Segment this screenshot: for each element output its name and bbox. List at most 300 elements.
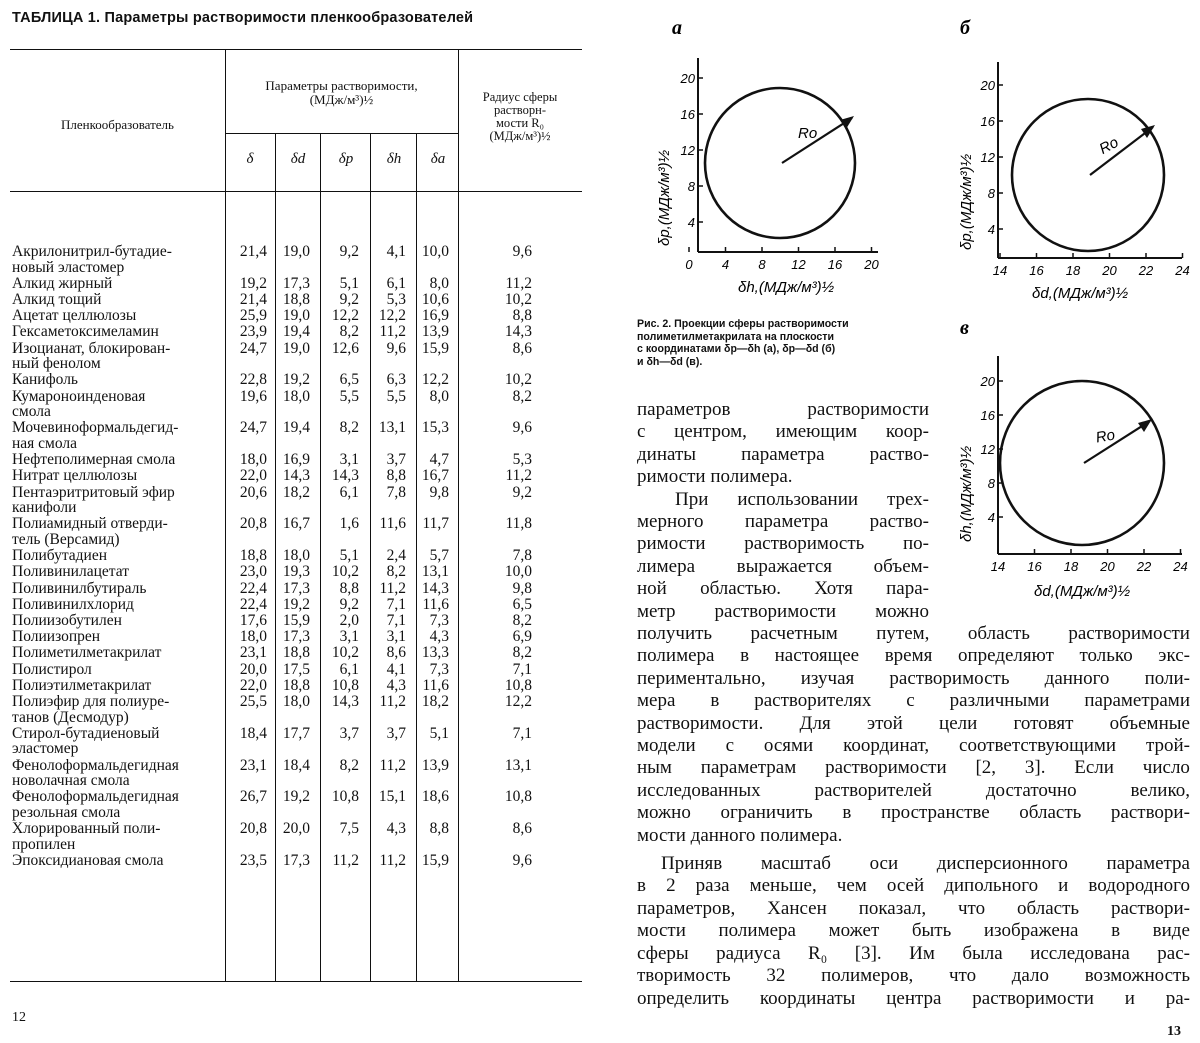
- chart-c-panel-label: в: [960, 317, 969, 339]
- row-value: 3,7: [386, 451, 406, 469]
- row-value: 4,1: [386, 243, 406, 260]
- row-name-line: резольная смола: [12, 803, 121, 821]
- row-polymer-name: [12, 789, 217, 820]
- header-delta-h: δh: [386, 151, 402, 167]
- row-value: 13,9: [421, 323, 449, 341]
- row-name-line: пропилен: [12, 835, 76, 853]
- row-name-line: Изоцианат, блокирован-: [12, 339, 171, 357]
- text-line: сферы радиуса R₀ [3]. Им была исследована рас-: [637, 942, 1190, 964]
- chart-c-radius-label: Ro: [1094, 426, 1117, 447]
- row-value: 10,8: [504, 788, 532, 806]
- row-value: 19,0: [282, 307, 310, 325]
- solubility-table: [10, 49, 582, 982]
- row-polymer-name: [12, 853, 217, 869]
- row-value: 23,5: [239, 852, 267, 869]
- row-value: 19,2: [282, 788, 310, 806]
- row-value: 19,2: [239, 274, 267, 292]
- row-value: 8,0: [429, 274, 449, 292]
- row-value: 6,1: [386, 274, 406, 292]
- row-value: 18,0: [282, 693, 310, 710]
- row-value: 25,9: [239, 307, 267, 325]
- row-value: 17,7: [282, 724, 310, 742]
- page-number-right: 13: [1167, 1024, 1181, 1039]
- row-value: 19,0: [282, 243, 310, 260]
- header-radius-line: мости R₀: [496, 116, 544, 130]
- row-value: 6,9: [512, 628, 532, 646]
- row-value: 5,3: [386, 291, 406, 308]
- row-value: 8,8: [429, 820, 449, 838]
- chart-b-solubility-circle: [1012, 99, 1164, 251]
- row-value: 19,2: [282, 371, 310, 389]
- row-value: 7,3: [429, 660, 449, 678]
- row-value: 7,1: [512, 724, 532, 742]
- row-polymer-name: [12, 516, 217, 547]
- row-polymer-name: [12, 292, 217, 308]
- row-value: 8,6: [386, 644, 406, 662]
- row-value: 10,2: [504, 291, 532, 308]
- row-value: 23,1: [239, 644, 267, 662]
- x-tick-label: 20: [1102, 263, 1117, 278]
- text-line: ным параметрам растворимости [2, 3]. Если число: [637, 757, 1190, 779]
- row-value: 18,0: [239, 628, 267, 646]
- row-value: 13,1: [504, 756, 532, 774]
- chart-a-x-label: δh,(МДж/м³)½: [738, 279, 835, 296]
- row-value: 11,6: [422, 676, 449, 694]
- x-tick-label: 16: [1027, 559, 1042, 574]
- chart-b-y-label: δp,(МДж/м³)½: [958, 153, 975, 250]
- x-tick-label: 22: [1138, 263, 1154, 278]
- row-value: 19,6: [239, 387, 267, 405]
- row-value: 6,1: [339, 483, 359, 501]
- row-value: 6,1: [339, 660, 359, 678]
- row-polymer-name: [12, 389, 217, 420]
- caption-line: Рис. 2. Проекции сферы растворимости: [637, 318, 849, 330]
- row-value: 18,2: [421, 693, 449, 710]
- text-line: динаты параметра раство-: [637, 443, 929, 465]
- row-value: 5,5: [386, 387, 406, 405]
- row-value: 10,6: [421, 291, 449, 308]
- header-film-former: Пленкообразователь: [61, 117, 174, 132]
- text-line: в 2 раза меньше, чем осей дипольного и водородного: [637, 875, 1190, 897]
- row-value: 14,3: [331, 693, 359, 710]
- row-name-line: ная смола: [12, 434, 78, 452]
- row-value: 11,2: [332, 852, 359, 869]
- row-value: 12,2: [331, 307, 359, 325]
- row-name-line: эластомер: [12, 740, 79, 758]
- row-name-line: Мочевиноформальдегид-: [12, 419, 179, 437]
- row-value: 8,6: [512, 339, 532, 357]
- row-value: 19,4: [282, 419, 310, 437]
- row-value: 19,2: [282, 595, 310, 613]
- text-line: получить расчетным путем, область растворимости: [637, 623, 1190, 644]
- row-name-line: смола: [12, 403, 51, 421]
- row-value: 18,8: [282, 676, 310, 694]
- row-name-line: Хлорированный поли-: [12, 820, 161, 838]
- text-line: мости данного полимера.: [637, 824, 843, 846]
- row-value: 9,2: [512, 483, 532, 501]
- row-name-line: Нитрат целлюлозы: [12, 467, 138, 485]
- row-polymer-name: [12, 244, 217, 275]
- row-value: 19,4: [282, 323, 310, 341]
- row-value: 5,1: [429, 724, 449, 742]
- row-name-line: Поливинилхлорид: [12, 595, 134, 613]
- row-value: 8,2: [339, 323, 359, 341]
- row-value: 19,0: [282, 339, 310, 357]
- row-name-line: Акрилонитрил-бутадие-: [12, 243, 172, 260]
- page-number-left: 12: [12, 1010, 26, 1025]
- row-polymer-name: [12, 372, 217, 388]
- row-value: 16,9: [421, 307, 449, 325]
- row-value: 14,3: [331, 467, 359, 485]
- body-text-wide: [637, 623, 1190, 1010]
- text-line: мерного параметра раство-: [637, 511, 929, 533]
- row-value: 18,0: [239, 451, 267, 469]
- row-value: 4,3: [429, 628, 449, 646]
- row-name-line: Полиэтилметакрилат: [12, 676, 152, 694]
- row-value: 16,7: [282, 515, 310, 533]
- row-value: 10,8: [331, 676, 359, 694]
- row-value: 9,6: [386, 339, 406, 357]
- row-value: 13,9: [421, 756, 449, 774]
- header-radius-line: (МДж/м³)½: [489, 129, 551, 143]
- row-value: 5,5: [339, 387, 359, 405]
- row-value: 18,8: [282, 644, 310, 662]
- text-line: периментально, изучая растворимость данного поли-: [637, 667, 1190, 689]
- y-tick-label: 16: [980, 408, 995, 423]
- text-line: параметров растворимости: [637, 399, 929, 420]
- col-divider: [225, 49, 226, 981]
- chart-c-svg: [950, 318, 1200, 618]
- text-line: полимера в настоящее время определяют только экс-: [637, 645, 1190, 667]
- y-tick-label: 16: [980, 114, 995, 129]
- row-value: 20,6: [239, 483, 267, 501]
- row-polymer-name: [12, 564, 217, 580]
- row-polymer-name: [12, 613, 217, 629]
- row-value: 14,3: [421, 579, 449, 597]
- x-tick-label: 8: [758, 257, 766, 272]
- header-radius-line: растворн-: [494, 103, 546, 117]
- row-value: 2,4: [386, 547, 406, 565]
- caption-line: и δh—δd (в).: [637, 355, 703, 368]
- y-tick-label: 4: [987, 222, 995, 237]
- row-value: 4,3: [386, 676, 406, 694]
- table-title: ТАБЛИЦА 1. Параметры растворимости пленкообразователей: [12, 10, 474, 26]
- row-polymer-name: [12, 341, 217, 372]
- row-value: 8,2: [386, 563, 406, 581]
- col-divider: [458, 49, 459, 981]
- caption-line: полиметилметакрилата на плоскости: [637, 330, 834, 343]
- row-value: 7,8: [386, 483, 406, 501]
- text-line: модели с осями координат, соответствующими трой-: [637, 735, 1190, 757]
- row-value: 21,4: [239, 291, 267, 308]
- row-value: 11,8: [505, 515, 532, 533]
- row-polymer-name: [12, 758, 217, 789]
- chart-c-y-label: δh,(МДж/м³)½: [958, 445, 975, 542]
- row-value: 16,7: [421, 467, 449, 485]
- row-value: 8,2: [512, 387, 532, 405]
- text-line: Приняв масштаб оси дисперсионного параметра: [661, 853, 1190, 875]
- text-line: мера в растворителях с различными параметрами: [637, 690, 1190, 712]
- row-name-line: Нефтеполимерная смола: [12, 451, 176, 469]
- row-name-line: ный фенолом: [12, 355, 101, 373]
- row-name-line: танов (Десмодур): [12, 708, 129, 726]
- row-value: 11,2: [505, 274, 532, 292]
- row-name-line: Поливинилбутираль: [12, 579, 147, 597]
- row-name-line: Полиизопрен: [12, 628, 101, 646]
- chart-b-panel-label: б: [960, 17, 970, 39]
- row-value: 18,2: [282, 483, 310, 501]
- row-value: 11,2: [379, 693, 406, 710]
- header-delta-a: δa: [430, 151, 446, 167]
- y-tick-label: 12: [980, 150, 995, 165]
- row-value: 9,6: [512, 852, 532, 869]
- row-name-line: Эпоксидиановая смола: [12, 852, 164, 869]
- group-header-rule: [225, 133, 458, 134]
- text-line: римости растворимость по-: [637, 533, 929, 555]
- row-value: 5,1: [339, 274, 359, 292]
- header-delta-p: δp: [338, 151, 354, 167]
- row-value: 15,9: [421, 339, 449, 357]
- row-value: 8,2: [339, 756, 359, 774]
- row-value: 18,8: [239, 547, 267, 565]
- row-value: 23,1: [239, 756, 267, 774]
- text-line: лимера выражается объем-: [637, 555, 929, 577]
- row-polymer-name: [12, 629, 217, 645]
- row-value: 18,0: [282, 387, 310, 405]
- text-line: параметров, Хансен показал, что область раствори-: [637, 897, 1190, 919]
- row-value: 22,0: [239, 467, 267, 485]
- row-value: 1,6: [339, 515, 359, 533]
- chart-a-y-label: δp,(МДж/м³)½: [656, 149, 673, 246]
- row-value: 3,1: [339, 451, 359, 469]
- chart-b-x-label: δd,(МДж/м³)½: [1032, 285, 1129, 302]
- row-polymer-name: [12, 645, 217, 661]
- header-group-line: Параметры растворимости,: [265, 78, 418, 93]
- row-name-line: Полиэфир для полиуре-: [12, 693, 170, 710]
- row-value: 10,2: [331, 644, 359, 662]
- y-tick-label: 12: [680, 143, 695, 158]
- row-polymer-name: [12, 485, 217, 516]
- row-value: 10,2: [504, 371, 532, 389]
- x-tick-label: 4: [721, 257, 730, 272]
- row-value: 3,7: [386, 724, 406, 742]
- row-polymer-name: [12, 276, 217, 292]
- chart-c-solubility-circle: [1000, 381, 1164, 545]
- row-value: 11,2: [379, 579, 406, 597]
- row-polymer-name: [12, 821, 217, 852]
- row-polymer-name: [12, 726, 217, 757]
- row-value: 8,2: [512, 644, 532, 662]
- row-value: 9,2: [339, 243, 359, 260]
- row-value: 23,0: [239, 563, 267, 581]
- chart-a-panel-label: а: [672, 17, 682, 39]
- table-header-rule: [10, 191, 582, 192]
- row-value: 3,1: [339, 628, 359, 646]
- row-name-line: Алкид тощий: [12, 291, 102, 308]
- row-name-line: Полиметилметакрилат: [12, 644, 162, 662]
- row-value: 12,2: [378, 307, 406, 325]
- row-value: 24,7: [239, 339, 267, 357]
- y-tick-label: 4: [687, 215, 695, 230]
- row-value: 22,0: [239, 676, 267, 694]
- row-value: 13,1: [421, 563, 449, 581]
- row-value: 10,2: [331, 563, 359, 581]
- row-value: 8,2: [339, 419, 359, 437]
- row-value: 6,5: [339, 371, 359, 389]
- row-value: 20,8: [239, 515, 267, 533]
- row-value: 9,8: [429, 483, 449, 501]
- row-value: 5,3: [512, 451, 532, 469]
- row-value: 15,3: [421, 419, 449, 437]
- row-value: 11,2: [379, 852, 406, 869]
- header-delta: δ: [246, 151, 254, 167]
- row-value: 6,5: [512, 595, 532, 613]
- chart-b-svg: [950, 10, 1200, 300]
- row-value: 5,7: [429, 547, 449, 565]
- text-line: определить координаты центра растворимости и ра-: [637, 987, 1190, 1009]
- header-radius: [458, 91, 582, 143]
- header-radius-line: Радиус сферы: [482, 90, 558, 104]
- row-value: 14,3: [282, 467, 310, 485]
- text-line: растворимости. Для этой цели готовят объемные: [637, 712, 1190, 734]
- row-value: 8,8: [339, 579, 359, 597]
- chart-b-radius-label: Ro: [1096, 133, 1122, 158]
- row-polymer-name: [12, 694, 217, 725]
- y-tick-label: 4: [987, 510, 995, 525]
- row-value: 18,4: [239, 724, 267, 742]
- row-value: 13,3: [421, 644, 449, 662]
- row-value: 7,1: [512, 660, 532, 678]
- x-tick-label: 18: [1063, 559, 1079, 574]
- row-name-line: Полиамидный отверди-: [12, 515, 168, 533]
- table-top-rule: [10, 49, 582, 50]
- chart-b: [950, 10, 1200, 305]
- row-value: 15,1: [378, 788, 406, 806]
- x-tick-label: 18: [1065, 263, 1081, 278]
- row-value: 7,1: [386, 595, 406, 613]
- chart-a-ticks: [680, 71, 880, 272]
- row-name-line: Полиизобутилен: [12, 612, 122, 629]
- text-line: с центром, имеющим коор-: [637, 421, 929, 443]
- row-value: 7,1: [386, 612, 406, 629]
- row-value: 20,0: [282, 820, 310, 838]
- caption-line: с координатами δp—δh (а), δp—δd (б): [637, 343, 836, 355]
- y-tick-label: 20: [680, 71, 695, 86]
- row-value: 17,5: [282, 660, 310, 678]
- x-tick-label: 16: [1029, 263, 1044, 278]
- row-value: 18,8: [282, 291, 310, 308]
- row-value: 6,3: [386, 371, 406, 389]
- row-value: 17,3: [282, 579, 310, 597]
- row-name-line: канифоли: [12, 499, 77, 517]
- row-value: 5,1: [339, 547, 359, 565]
- row-value: 12,2: [421, 371, 449, 389]
- y-tick-label: 16: [680, 107, 695, 122]
- row-value: 8,2: [512, 612, 532, 629]
- row-value: 8,6: [512, 820, 532, 838]
- text-line: исследованных растворителей достаточно велико,: [637, 779, 1190, 801]
- chart-c-radius-arrow: [1084, 421, 1150, 463]
- row-name-line: Фенолоформальдегидная: [12, 788, 179, 806]
- row-value: 4,7: [429, 451, 449, 469]
- row-value: 18,0: [282, 547, 310, 565]
- chart-b-radius-arrow: [1090, 127, 1153, 175]
- y-tick-label: 8: [987, 476, 995, 491]
- row-polymer-name: [12, 678, 217, 694]
- table-bottom-rule: [10, 981, 582, 982]
- text-line: римости полимера.: [637, 466, 793, 488]
- row-polymer-name: [12, 468, 217, 484]
- body-text-narrow: [637, 399, 929, 623]
- row-name-line: Кумароноинденовая: [12, 387, 146, 405]
- row-value: 11,2: [505, 467, 532, 485]
- row-value: 8,0: [429, 387, 449, 405]
- row-name-line: Поливинилацетат: [12, 563, 129, 581]
- row-value: 10,8: [331, 788, 359, 806]
- x-tick-label: 0: [685, 257, 693, 272]
- row-polymer-name: [12, 308, 217, 324]
- row-value: 10,0: [421, 243, 449, 260]
- row-value: 19,3: [282, 563, 310, 581]
- header-delta-d: δd: [290, 151, 306, 167]
- text-line: метр растворимости можно: [637, 600, 929, 622]
- row-value: 26,7: [239, 788, 267, 806]
- row-value: 17,6: [239, 612, 267, 629]
- chart-a-svg: [640, 10, 900, 300]
- row-value: 9,6: [512, 419, 532, 437]
- row-value: 7,8: [512, 547, 532, 565]
- row-value: 17,3: [282, 628, 310, 646]
- row-value: 15,9: [282, 612, 310, 629]
- x-tick-label: 14: [990, 559, 1006, 574]
- text-line: творимость 32 полимеров, что дало возможность: [637, 965, 1190, 987]
- text-line: можно ограничить в пространстве область раствори-: [637, 802, 1190, 824]
- row-polymer-name: [12, 420, 217, 451]
- row-value: 16,9: [282, 451, 310, 469]
- row-value: 22,4: [239, 595, 267, 613]
- text-line: ной областью. Хотя пара-: [637, 578, 929, 600]
- row-value: 4,1: [386, 660, 406, 678]
- row-value: 23,9: [239, 323, 267, 341]
- row-value: 11,2: [379, 756, 406, 774]
- row-value: 8,8: [386, 467, 406, 485]
- row-value: 12,6: [331, 339, 359, 357]
- row-name-line: Гексаметоксимеламин: [12, 323, 159, 341]
- row-value: 9,2: [339, 595, 359, 613]
- row-name-line: новый эластомер: [12, 258, 125, 276]
- row-value: 4,3: [386, 820, 406, 838]
- x-tick-label: 16: [827, 257, 843, 272]
- row-name-line: Алкид жирный: [12, 274, 113, 292]
- chart-a: [640, 10, 900, 305]
- row-value: 12,2: [504, 693, 532, 710]
- row-value: 22,4: [239, 579, 267, 597]
- row-name-line: Пентаэритритовый эфир: [12, 483, 175, 501]
- row-value: 3,7: [339, 724, 359, 742]
- row-polymer-name: [12, 452, 217, 468]
- header-solubility-params: [225, 79, 458, 107]
- y-tick-label: 8: [687, 179, 695, 194]
- row-value: 11,6: [379, 515, 406, 533]
- row-value: 7,5: [339, 820, 359, 838]
- row-value: 21,4: [239, 243, 267, 260]
- text-line: мости полимера может быть изображена в виде: [637, 920, 1190, 942]
- row-value: 18,6: [421, 788, 449, 806]
- row-polymer-name: [12, 662, 217, 678]
- text-line: При использовании трех-: [675, 488, 929, 510]
- row-polymer-name: [12, 324, 217, 340]
- row-value: 8,8: [512, 307, 532, 325]
